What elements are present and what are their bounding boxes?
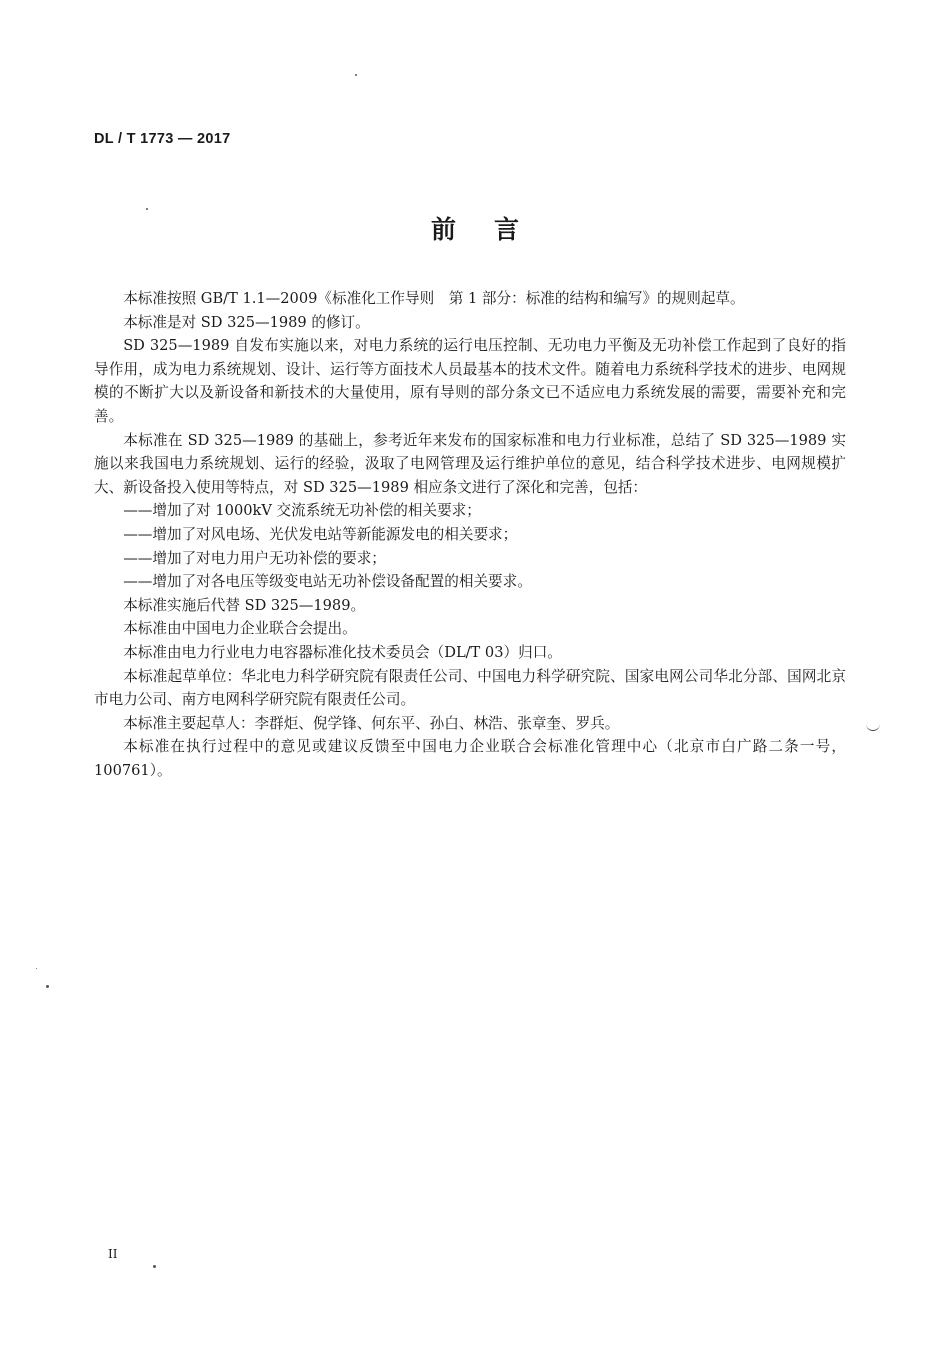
scan-mark [866, 722, 880, 731]
paragraph-feedback: 本标准在执行过程中的意见或建议反馈至中国电力企业联合会标准化管理中心（北京市白广路二条一号，100761）。 [94, 738, 846, 779]
paragraph-drafting-rules: 本标准按照 GB/T 1.1—2009《标准化工作导则 第 1 部分：标准的结构和编写》的规则起草。 [123, 290, 745, 307]
scan-speck [355, 74, 357, 76]
list-item-1000kv: ——增加了对 1000kV 交流系统无功补偿的相关要求； [123, 502, 481, 520]
paragraph-replaces: 本标准实施后代替 SD 325—1989。 [123, 596, 366, 614]
list-item-power-users: ——增加了对电力用户无功补偿的要求； [123, 549, 386, 567]
scan-speck [153, 1265, 156, 1268]
standard-code: DL / T 1773 — 2017 [94, 131, 231, 147]
scan-speck [36, 968, 37, 969]
scan-speck [146, 208, 148, 210]
scan-speck [46, 985, 49, 988]
page-number: II [108, 1247, 118, 1261]
paragraph-proposed-by: 本标准由中国电力企业联合会提出。 [123, 620, 357, 638]
paragraph-basis: 本标准在 SD 325—1989 的基础上，参考近年来发布的国家标准和电力行业标准，总结了 SD 325—1989 实施以来我国电力系统规划、运行的经验，汲取了电网管理及运行维护单位的意见，结合科学技术进步、电网规模扩大、新设备投入使用等特点，对 SD 325—1989 相应条文进行了深化和完善，包括： [94, 431, 846, 496]
list-item-substations: ——增加了对各电压等级变电站无功补偿设备配置的相关要求。 [123, 573, 532, 591]
paragraph-administered-by: 本标准由电力行业电力电容器标准化技术委员会（DL/T 03）归口。 [123, 643, 562, 661]
foreword-body [94, 287, 846, 782]
paragraph-drafters: 本标准主要起草人：李群炬、倪学锋、何东平、孙白、林浩、张章奎、罗兵。 [123, 714, 620, 732]
list-item-new-energy: ——增加了对风电场、光伏发电站等新能源发电的相关要求； [123, 525, 518, 543]
paragraph-drafting-units: 本标准起草单位：华北电力科学研究院有限责任公司、中国电力科学研究院、国家电网公司华北分部、国网北京市电力公司、南方电网科学研究院有限责任公司。 [94, 667, 846, 709]
paragraph-background: SD 325—1989 自发布实施以来，对电力系统的运行电压控制、无功电力平衡及无功补偿工作起到了良好的指导作用，成为电力系统规划、设计、运行等方面技术人员最基本的技术文件。随着电力系统科学技术的进步、电网规模的不断扩大以及新设备和新技术的大量使用，原有导则的部分条文已不适应电力系统发展的需要，需要补充和完善。 [94, 337, 846, 425]
page-title: 前言 [430, 215, 557, 244]
paragraph-revision: 本标准是对 SD 325—1989 的修订。 [123, 313, 370, 331]
